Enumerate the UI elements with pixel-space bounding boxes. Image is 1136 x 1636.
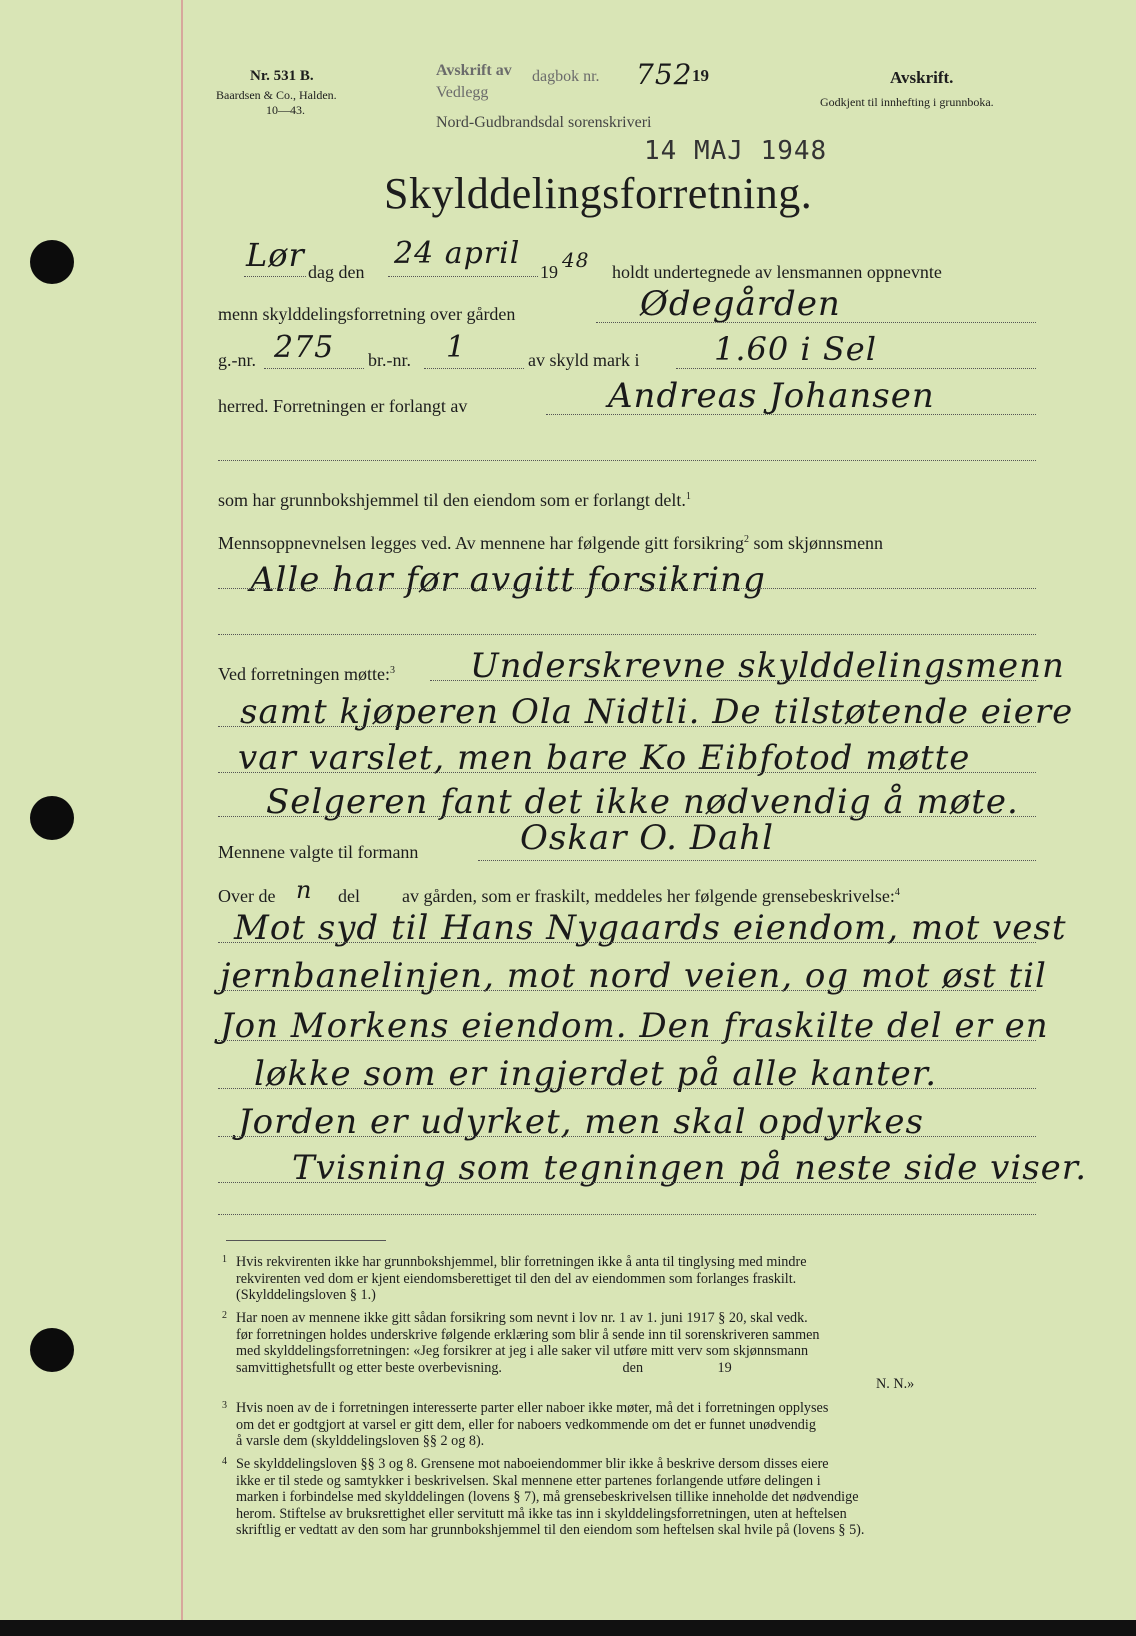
footnote-line: herom. Stiftelse av bruksrettighet eller servitutt må ikke tas inn i skylddelingsforretningen, uten at heftelsen: [236, 1505, 847, 1522]
footnote-line: rekvirenten ved dom er kjent eiendomsberettiget til den del av eiendommen som forlanges fraskilt.: [236, 1270, 797, 1287]
grunnbok-text: som har grunnbokshjemmel til den eiendom som er forlangt delt.: [218, 490, 686, 510]
hw-motte-1: Underskrevne skylddelingsmenn: [470, 646, 1065, 686]
footnote-line: Hvis noen av de i forretningen interesserte parter eller naboer ikke møter, må det i forretningen opplyses: [236, 1400, 829, 1416]
footnote-line: før forretningen holdes underskrive følgende erklæring som blir å sende inn til sorenskriveren sammen: [236, 1326, 820, 1343]
margin-line: [181, 0, 183, 1636]
fill-line: [478, 860, 1036, 861]
label-grunnbok: [218, 490, 691, 511]
label-line2: menn skylddelingsforretning over gården: [218, 304, 516, 324]
footnote-ref: 2: [744, 534, 750, 545]
hw-over: n: [296, 876, 313, 904]
punch-hole: [30, 1328, 74, 1372]
label-formann: Mennene valgte til formann: [218, 842, 419, 862]
hw-grense-1: Mot syd til Hans Nygaards eiendom, mot vest: [234, 908, 1067, 948]
hw-grense-4: løkke som er ingjerdet på alle kanter.: [254, 1054, 938, 1094]
fill-line: [218, 816, 1036, 817]
footnote-line: ikke er til stede og samtykker i beskrivelsen. Skal mennene etter partenes forlangende utføre delingen i: [236, 1472, 821, 1489]
punch-hole: [30, 796, 74, 840]
footnote-number: 3: [222, 1400, 227, 1411]
stamp-vedlegg: Vedlegg: [436, 84, 489, 101]
footnote-line: (Skylddelingsloven § 1.): [236, 1287, 376, 1303]
footnote-4: [218, 1456, 1038, 1546]
hw-day: Lør: [246, 236, 305, 274]
label-year-prefix: 19: [540, 262, 558, 282]
fill-line: [218, 1136, 1036, 1137]
fill-line: [218, 1182, 1036, 1183]
fill-line: [218, 588, 1036, 589]
fill-line: [218, 1214, 1036, 1215]
label-over-c: [402, 886, 900, 907]
hw-date: 24 april: [394, 236, 521, 271]
label-dag-den: dag den: [308, 262, 365, 282]
footnote-ref: 1: [685, 491, 691, 502]
stamp-year: 19: [692, 66, 709, 85]
fill-line: [676, 368, 1036, 369]
hw-grense-3: Jon Morkens eiendom. Den fraskilte del er en: [220, 1006, 1049, 1046]
label-over-b: del: [338, 886, 360, 906]
over-c-text: av gården, som er fraskilt, meddeles her følgende grensebeskrivelse:: [402, 886, 895, 906]
stamp-number: 752: [636, 58, 693, 91]
footnote-line: Hvis rekvirenten ikke har grunnbokshjemmel, blir forretningen ikke å anta til tinglysing med mindre: [236, 1254, 807, 1270]
hw-motte-3: var varslet, men bare Ko Eibfotod møtte: [238, 738, 971, 778]
fill-line: [546, 414, 1036, 415]
hw-motte-2: samt kjøperen Ola Nidtli. De tilstøtende eiere: [240, 692, 1074, 732]
footnote-2: [218, 1310, 1038, 1400]
hw-forsikring: Alle har før avgitt forsikring: [250, 560, 766, 600]
hw-gnr: 275: [274, 330, 335, 365]
label-motte: [218, 664, 395, 685]
stamp-dagbok: dagbok nr.: [532, 68, 600, 85]
footnote-line: om det er godtgjort at varsel er gitt dem, eller for naboers vedkommende om det er funnet unødvendig: [236, 1416, 816, 1433]
label-skyld: av skyld mark i: [528, 350, 640, 370]
footnote-line: skriftlig er vedtatt av den som har grunnbokshjemmel til den eiendom som heftelsen skal hvile på (lovens § 5).: [236, 1522, 865, 1538]
print-date: 10—43.: [266, 103, 305, 117]
page-title: Skylddelingsforretning.: [384, 169, 813, 218]
footnote-1: [218, 1254, 1038, 1310]
footnote-line: å varsle dem (skylddelingsloven §§ 2 og 8).: [236, 1433, 485, 1449]
footnote-ref: 3: [389, 665, 395, 676]
hw-grense-6: Tvisning som tegningen på neste side viser.: [292, 1148, 1088, 1188]
hw-skyld: 1.60 i Sel: [714, 330, 877, 368]
fill-line: [424, 368, 524, 369]
approval-note: Godkjent til innhefting i grunnboka.: [820, 95, 994, 109]
form-number: Nr. 531 B.: [250, 68, 314, 84]
label-gnr: g.-nr.: [218, 350, 256, 370]
hw-motte-4: Selgeren fant det ikke nødvendig å møte.: [266, 782, 1019, 822]
footnote-ref: 4: [894, 887, 900, 898]
fill-line: [218, 726, 1036, 727]
hw-year: 48: [562, 248, 590, 272]
stamp-court: Nord-Gudbrandsdal sorenskriveri: [436, 114, 652, 131]
fill-line: [218, 990, 1036, 991]
fill-line: [430, 680, 1036, 681]
scan-edge: [0, 1620, 1136, 1636]
footnote-line: Se skylddelingsloven §§ 3 og 8. Grensene mot naboeiendommer blir ikke å beskrive dersom disses eiere: [236, 1456, 829, 1472]
footnote-number: 2: [222, 1310, 227, 1321]
stamp-avskrift: Avskrift av: [436, 62, 512, 79]
stamp-date: 14 MAJ 1948: [644, 136, 828, 166]
fill-line: [244, 276, 306, 277]
fill-line: [218, 634, 1036, 635]
footnote-signoff: N. N.»: [876, 1376, 915, 1392]
footnote-3: [218, 1400, 1038, 1456]
fill-line: [218, 772, 1036, 773]
fill-line: [596, 322, 1036, 323]
label-herred: herred. Forretningen er forlangt av: [218, 396, 468, 416]
fill-line: [218, 460, 1036, 461]
mennsoppnevnelse-tail: som skjønnsmenn: [753, 533, 884, 553]
label-line1: holdt undertegnede av lensmannen oppnevnte: [612, 262, 942, 282]
hw-grense-5: Jorden er udyrket, men skal opdyrkes: [238, 1102, 924, 1142]
fill-line: [388, 276, 538, 277]
footnote-line: samvittighetsfullt og etter beste overbevisning. den 19: [236, 1359, 732, 1376]
mennsoppnevnelse-text: Mennsoppnevnelsen legges ved. Av mennene har følgende gitt forsikring: [218, 533, 745, 553]
fill-line: [264, 368, 364, 369]
footnote-line: Har noen av mennene ikke gitt sådan forsikring som nevnt i lov nr. 1 av 1. juni 1917 § 20, skal vedk.: [236, 1310, 808, 1326]
footnote-rule: [226, 1240, 386, 1241]
fill-line: [218, 1088, 1036, 1089]
footnote-line: marken i forbindelse med skylddelingen (lovens § 7), må grensebeskrivelsen tillike inneholde det nødvendige: [236, 1489, 859, 1505]
motte-text: Ved forretningen møtte:: [218, 664, 390, 684]
footnotes: [218, 1254, 1038, 1546]
punch-hole: [30, 240, 74, 284]
footnote-number: 1: [222, 1254, 227, 1265]
hw-formann: Oskar O. Dahl: [520, 818, 775, 858]
label-mennsoppnevnelse: [218, 533, 883, 554]
hw-farm: Ødegården: [640, 284, 841, 324]
fill-line: [218, 1040, 1036, 1041]
label-bnr: br.-nr.: [368, 350, 411, 370]
hw-bnr: 1: [446, 330, 467, 365]
hw-requester: Andreas Johansen: [608, 376, 935, 416]
footnote-number: 4: [222, 1456, 227, 1467]
publisher: Baardsen & Co., Halden.: [216, 88, 337, 102]
label-over-a: Over de: [218, 886, 276, 906]
fill-line: [218, 942, 1036, 943]
hw-grense-2: jernbanelinjen, mot nord veien, og mot øst til: [220, 956, 1047, 996]
copy-label: Avskrift.: [890, 68, 954, 87]
footnote-line: med skylddelingsforretningen: «Jeg forsikrer at jeg i alle saker vil utføre mitt verv som skjønnsmann: [236, 1343, 809, 1359]
